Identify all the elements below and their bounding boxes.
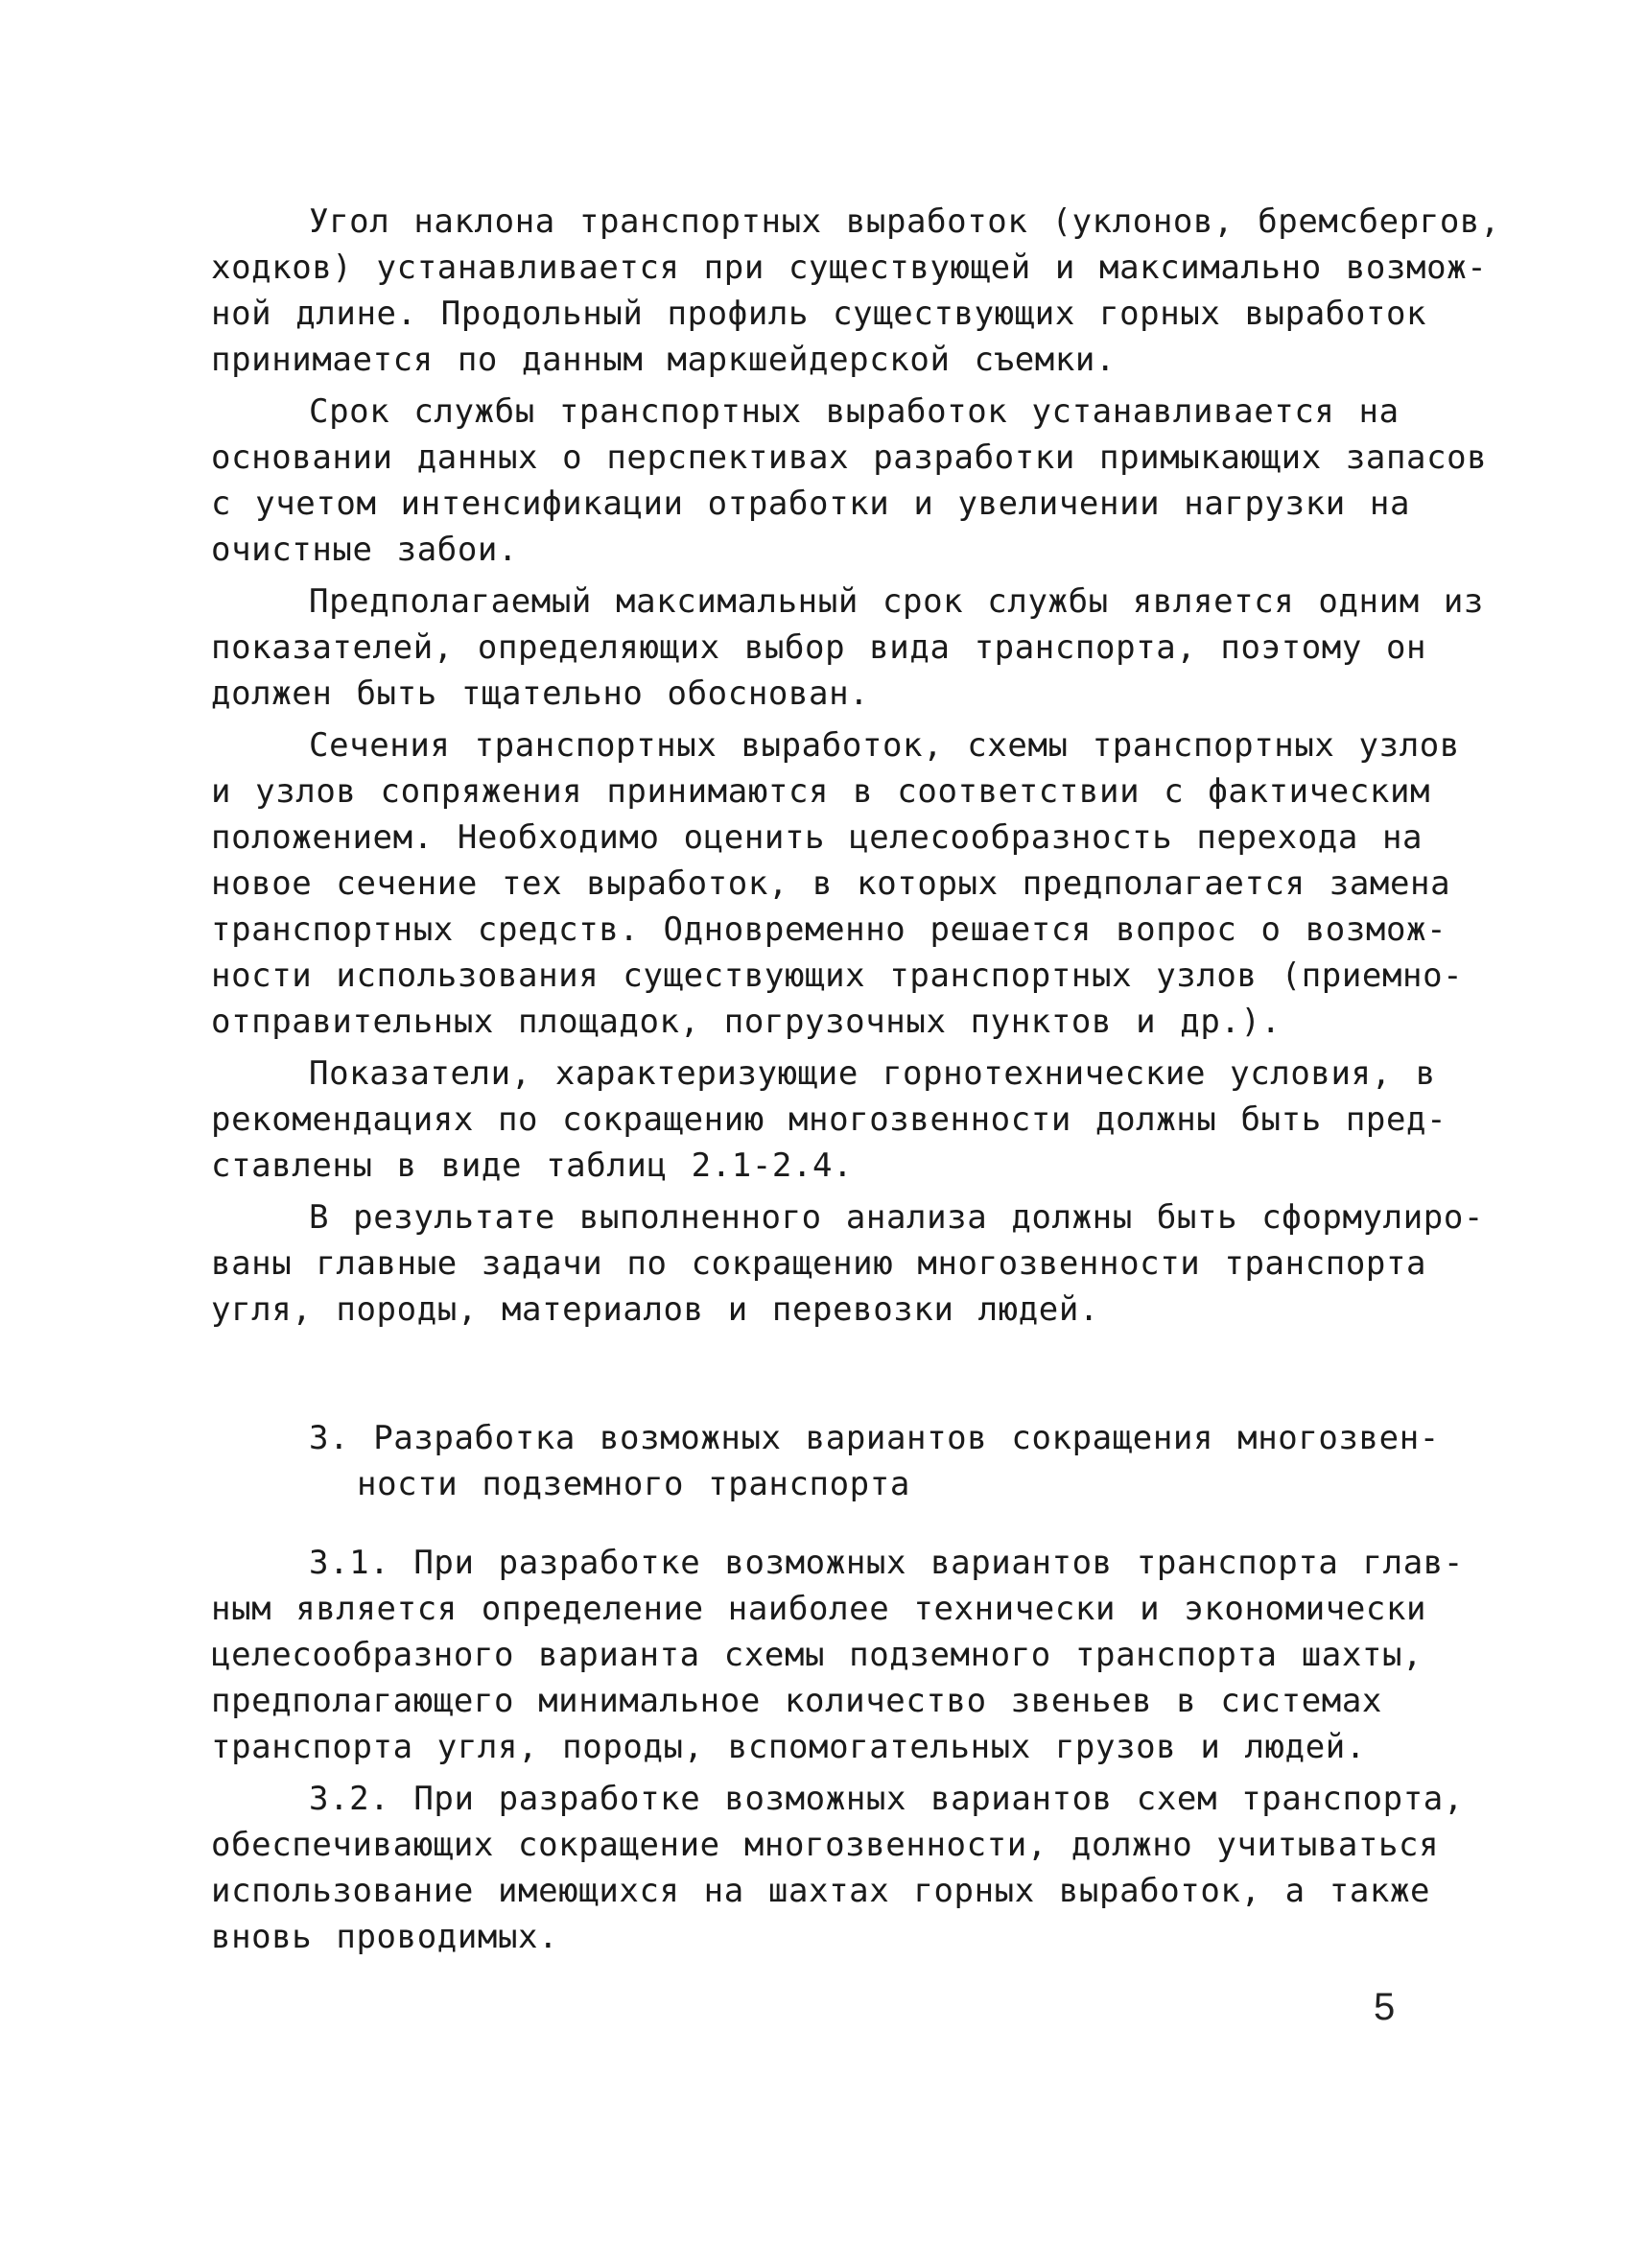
text-line: с учетом интенсификации отработки и увеличении нагрузки на — [211, 484, 1411, 523]
text-line: рекомендациях по сокращению многозвенности должны быть пред- — [211, 1100, 1447, 1139]
section-heading: 3. Разработка возможных вариантов сокращения многозвен- — [309, 1419, 1440, 1457]
text-line: угля, породы, материалов и перевозки людей. — [211, 1290, 1099, 1329]
text-line: показателей, определяющих выбор вида транспорта, поэтому он — [211, 628, 1427, 667]
section-heading: ности подземного транспорта — [357, 1465, 910, 1503]
text-line: положением. Необходимо оценить целесообразность перехода на — [211, 818, 1423, 857]
text-line: вновь проводимых. — [211, 1918, 559, 1956]
text-line: В результате выполненного анализа должны быть сформулиро- — [309, 1198, 1484, 1237]
text-line: ным является определение наиболее технически и экономически — [211, 1590, 1427, 1628]
text-line: ходков) устанавливается при существующей и максимально возмож- — [211, 248, 1488, 287]
text-line: использование имеющихся на шахтах горных выработок, а также — [211, 1872, 1431, 1910]
text-line: Срок службы транспортных выработок устанавливается на — [309, 392, 1400, 431]
text-line: очистные забои. — [211, 531, 519, 569]
text-line: 3.2. При разработке возможных вариантов схем транспорта, — [309, 1780, 1464, 1818]
text-line: транспорта угля, породы, вспомогательных грузов и людей. — [211, 1728, 1366, 1766]
text-line: ставлены в виде таблиц 2.1-2.4. — [211, 1146, 854, 1185]
text-line: транспортных средств. Одновременно решается вопрос о возмож- — [211, 910, 1447, 949]
text-line: Предполагаемый максимальный срок службы является одним из — [309, 582, 1484, 621]
text-line: отправительных площадок, погрузочных пунктов и др.). — [211, 1003, 1282, 1041]
text-line: ной длине. Продольный профиль существующих горных выработок — [211, 295, 1427, 333]
text-line: целесообразного варианта схемы подземного транспорта шахты, — [211, 1636, 1423, 1674]
text-line: должен быть тщательно обоснован. — [211, 674, 870, 713]
page-number: 5 — [1374, 1986, 1396, 2028]
text-line: предполагающего минимальное количество звеньев в системах — [211, 1682, 1382, 1720]
text-line: Сечения транспортных выработок, схемы транспортных узлов — [309, 726, 1460, 765]
text-line: основании данных о перспективах разработки примыкающих запасов — [211, 438, 1488, 477]
text-line: новое сечение тех выработок, в которых предполагается замена — [211, 864, 1451, 903]
text-line: ности использования существующих транспортных узлов (приемно- — [211, 957, 1464, 995]
text-line: ваны главные задачи по сокращению многозвенности транспорта — [211, 1244, 1427, 1283]
text-line: 3.1. При разработке возможных вариантов транспорта глав- — [309, 1544, 1464, 1582]
text-line: принимается по данным маркшейдерской съемки. — [211, 341, 1117, 379]
text-line: Угол наклона транспортных выработок (уклонов, бремсбергов, — [309, 202, 1501, 241]
text-line: Показатели, характеризующие горнотехнические условия, в — [309, 1054, 1436, 1093]
text-line: и узлов сопряжения принимаются в соответствии с фактическим — [211, 772, 1431, 811]
text-line: обеспечивающих сокращение многозвенности, должно учитываться — [211, 1826, 1440, 1864]
